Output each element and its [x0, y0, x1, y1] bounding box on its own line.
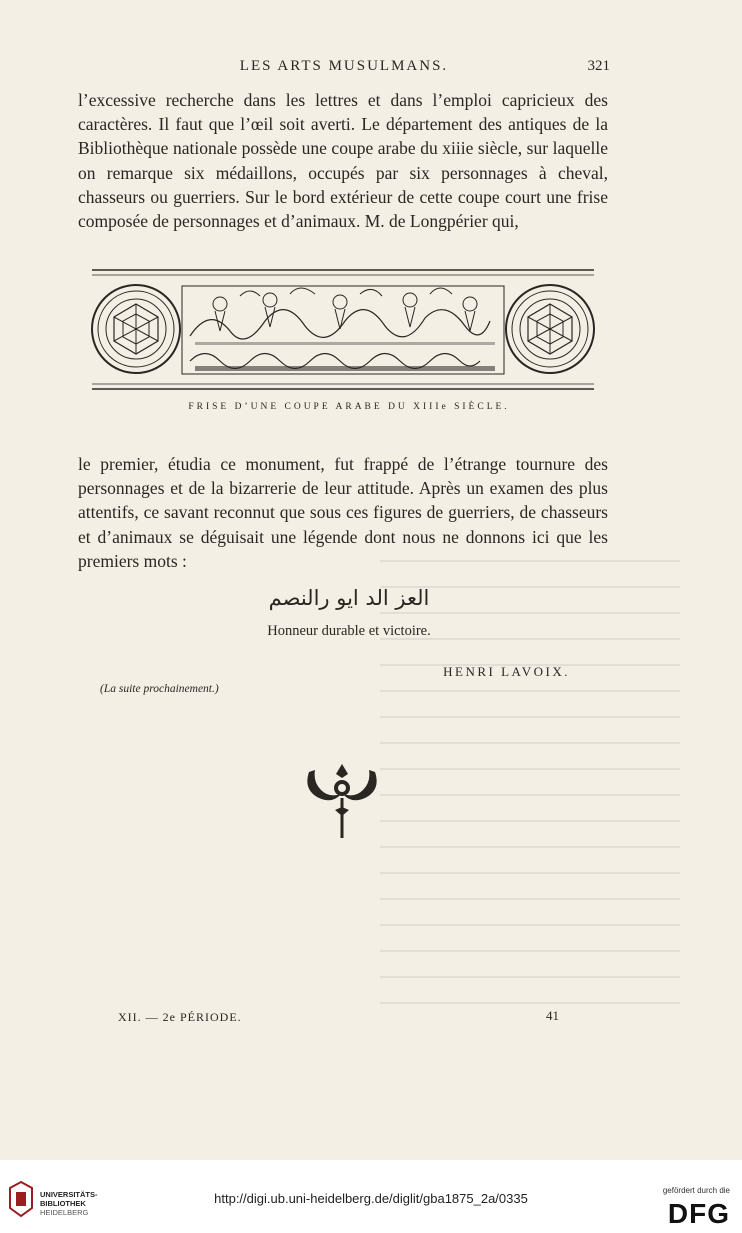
- running-head: [78, 58, 610, 80]
- permalink-url[interactable]: http://digi.ub.uni-heidelberg.de/diglit/gba1875_2a/0335: [214, 1191, 528, 1206]
- body-paragraph-2: le premier, étudia ce monument, fut frappé de l’étrange tournure des personnages et de la bizarrerie de leur attitude. Après un examen des plus attentifs, ce savant reconnut que sous ces figures de guerriers, de chasseurs et d’animaux se déguisait une légende dont nous ne donnons ici que les premiers mots :: [78, 454, 608, 571]
- library-logo-line-3: HEIDELBERG: [40, 1208, 89, 1217]
- signature-line-volume: XII. — 2e PÉRIODE.: [118, 1010, 242, 1024]
- frieze-illustration: [90, 266, 596, 394]
- library-logo-line-1: UNIVERSITÄTS-: [40, 1190, 98, 1199]
- page-number: 321: [587, 58, 610, 74]
- signature-mark: 41: [546, 1008, 559, 1023]
- funder-label: gefördert durch die: [662, 1186, 730, 1195]
- inscription-translation: Honneur durable et victoire.: [267, 623, 431, 639]
- figure-caption: FRISE D’UNE COUPE ARABE DU XIIIe SIÈCLE.: [188, 402, 510, 412]
- dfg-logo: DFG: [667, 1198, 730, 1229]
- fleuron-ornament-icon: [305, 762, 379, 842]
- author-signature: HENRI LAVOIX.: [443, 664, 570, 679]
- body-paragraph-1: l’excessive recherche dans les lettres et dans l’emploi capricieux des caractères. Il faut que l’œil soit averti. Le département des antiques de la Bibliothèque nationale possède une coupe arabe du xiiie siècle, sur laquelle on remarque six médaillons, occupés par six personnages à cheval, chasseurs ou guerriers. Sur le bord extérieur de cette coupe court une frise composée de personnages et d’animaux. M. de Longpérier qui,: [78, 90, 608, 232]
- running-head-title: LES ARTS MUSULMANS.: [239, 58, 449, 74]
- library-logo-line-2: BIBLIOTHEK: [40, 1199, 86, 1208]
- arabic-inscription: العز الد ايو رالنصم: [268, 586, 430, 610]
- continuation-note: (La suite prochainement.): [100, 683, 219, 695]
